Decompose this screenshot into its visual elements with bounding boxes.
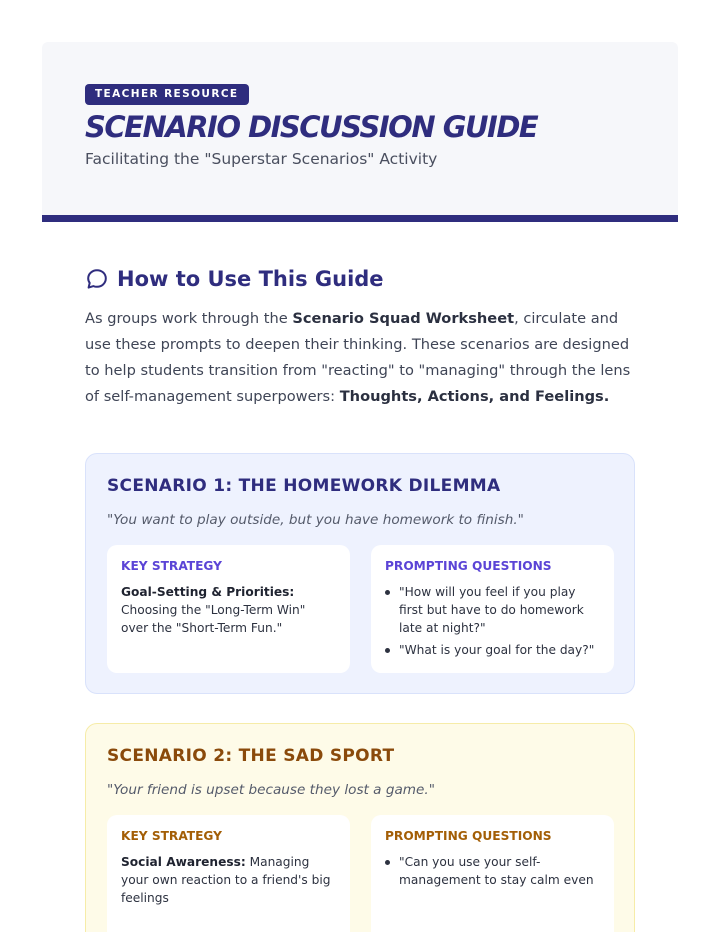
prompting-questions-label: PROMPTING QUESTIONS xyxy=(385,559,552,573)
intro-text-1: As groups work through the xyxy=(85,310,293,327)
scenario-card-1 xyxy=(85,453,635,694)
scenario-quote: "You want to play outside, but you have homework to finish." xyxy=(107,512,524,528)
key-strategy-text xyxy=(121,583,336,637)
strategy-description: Managing your own reaction to a friend's big feelings xyxy=(121,855,331,905)
scenario-title: SCENARIO 1: THE HOMEWORK DILEMMA xyxy=(107,476,501,496)
resource-badge: TEACHER RESOURCE xyxy=(85,84,249,105)
prompting-questions-box xyxy=(371,815,614,932)
question-item: "What is your goal for the day?" xyxy=(385,641,600,659)
chat-bubble-icon xyxy=(85,267,109,291)
section-heading-how-to-use xyxy=(85,265,384,293)
strategy-description: Choosing the "Long-Term Win" over the "Short-Term Fun." xyxy=(121,603,306,635)
intro-paragraph xyxy=(85,306,645,410)
questions-list xyxy=(385,583,600,659)
worksheet-name: Scenario Squad Worksheet xyxy=(292,310,515,327)
strategy-name: Goal-Setting & Priorities: xyxy=(121,585,295,599)
superpowers-list: Thoughts, Actions, and Feelings. xyxy=(339,388,610,405)
section-heading-text: How to Use This Guide xyxy=(117,267,384,291)
key-strategy-text xyxy=(121,853,336,907)
key-strategy-box xyxy=(107,545,350,673)
intro-text-2: , circulate and use these prompts to deepen their thinking. These scenarios are designed to help students transition from "reacting" to "managing" through the lens of self-management superpowers: xyxy=(85,310,631,405)
key-strategy-label: KEY STRATEGY xyxy=(121,559,222,573)
scenario-card-2 xyxy=(85,723,635,932)
question-item: "Can you use your self-management to stay calm even xyxy=(385,853,600,889)
scenario-title: SCENARIO 2: THE SAD SPORT xyxy=(107,746,395,766)
prompting-questions-box xyxy=(371,545,614,673)
strategy-name: Social Awareness: xyxy=(121,855,246,869)
header-divider xyxy=(42,215,678,222)
questions-list xyxy=(385,853,600,889)
scenario-quote: "Your friend is upset because they lost a game." xyxy=(107,782,435,798)
question-item: "How will you feel if you play first but have to do homework late at night?" xyxy=(385,583,600,637)
page-title: SCENARIO DISCUSSION GUIDE xyxy=(85,110,538,144)
key-strategy-label: KEY STRATEGY xyxy=(121,829,222,843)
prompting-questions-label: PROMPTING QUESTIONS xyxy=(385,829,552,843)
page-subtitle: Facilitating the "Superstar Scenarios" Activity xyxy=(85,150,438,168)
key-strategy-box xyxy=(107,815,350,932)
